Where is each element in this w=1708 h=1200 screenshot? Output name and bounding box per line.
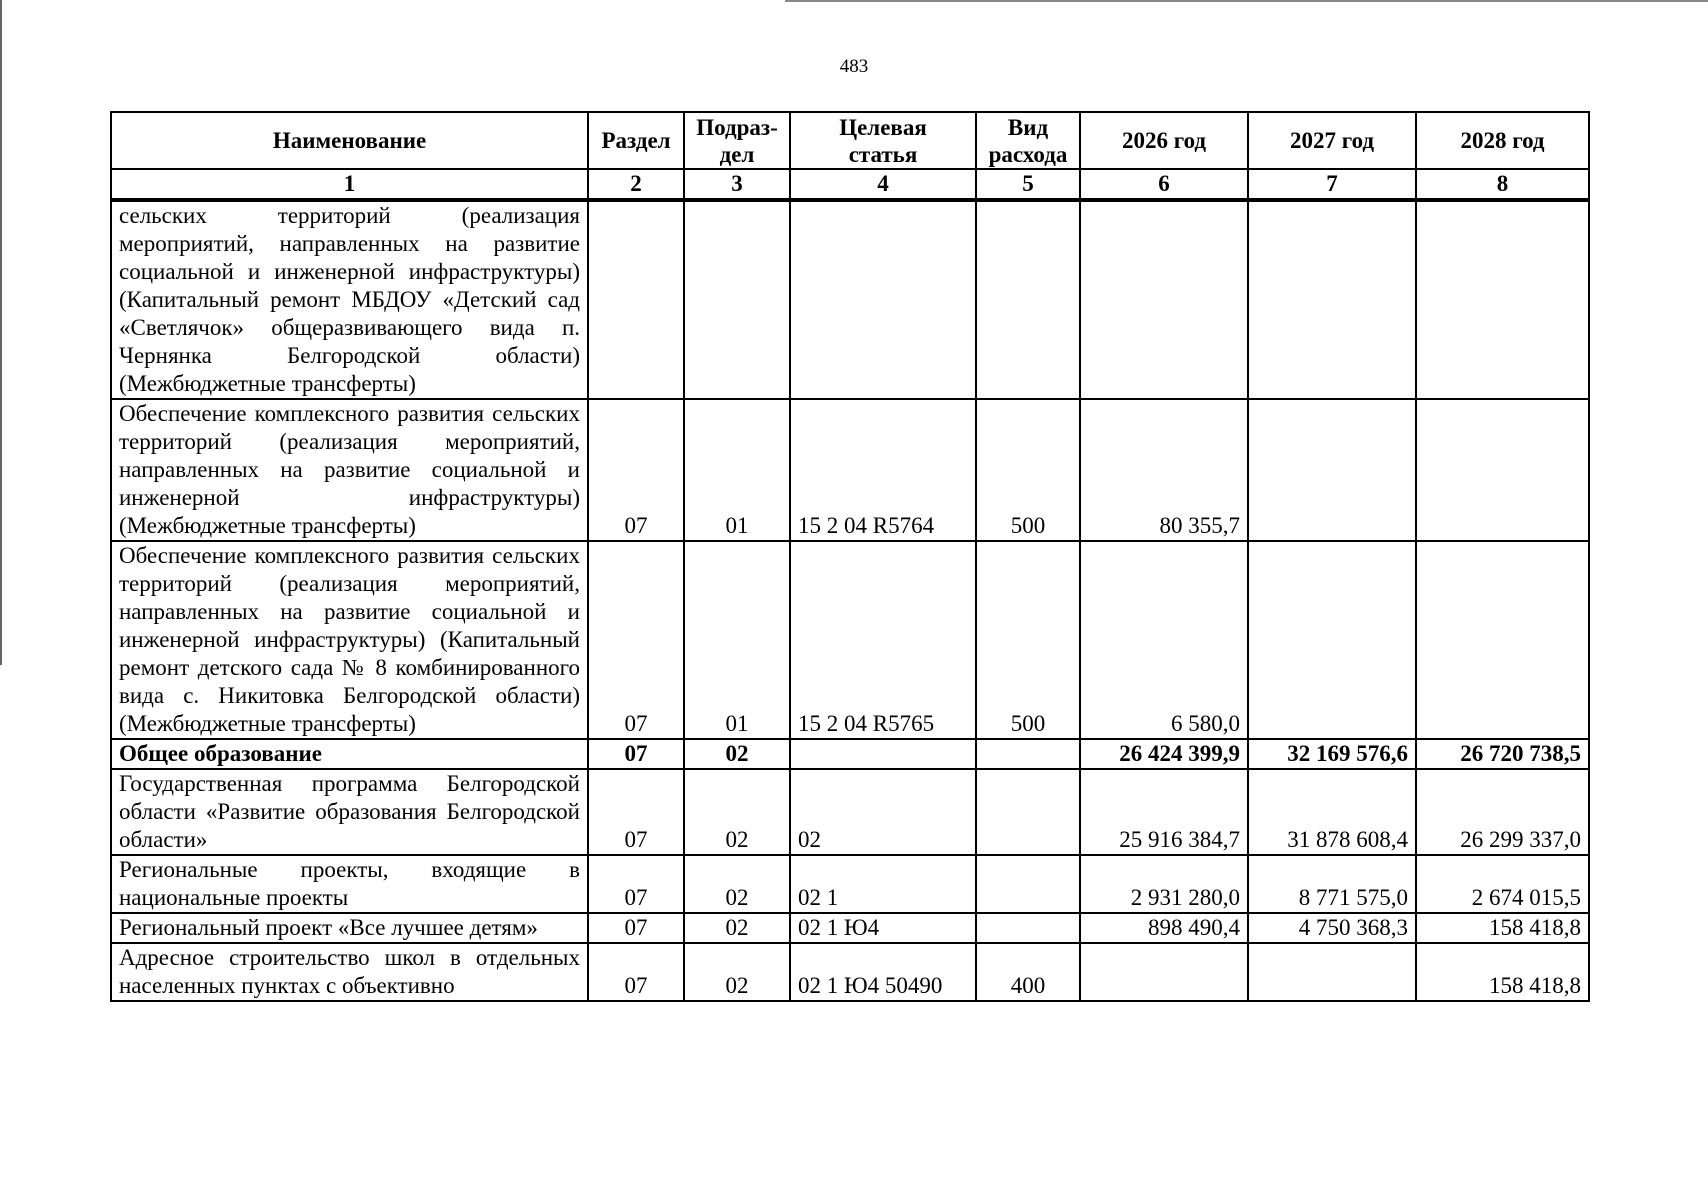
row-2027 [1248, 200, 1416, 399]
column-number: 8 [1416, 169, 1589, 200]
row-subsection: 01 [684, 541, 790, 739]
row-2028: 2 674 015,5 [1416, 855, 1589, 913]
row-2028 [1416, 541, 1589, 739]
row-name: Обеспечение комплексного развития сельских территорий (реализация мероприятий, направленных на развитие социальной и инженерной инфраструктуры) (Капитальный ремонт детского сада № 8 комбинированного вида с. Никитовка Белгородской области) (Межбюджетные трансферты) [111, 541, 588, 739]
row-target: 02 1 [790, 855, 976, 913]
table-row [111, 769, 1589, 855]
row-section: 07 [588, 769, 684, 855]
row-2026 [1080, 200, 1248, 399]
column-number: 4 [790, 169, 976, 200]
row-2027 [1248, 943, 1416, 1001]
row-subsection: 02 [684, 913, 790, 943]
header-subsection: Подраз- дел [684, 112, 790, 169]
row-expense-type: 500 [976, 399, 1080, 541]
row-2026: 6 580,0 [1080, 541, 1248, 739]
row-2026: 2 931 280,0 [1080, 855, 1248, 913]
row-expense-type [976, 769, 1080, 855]
row-section: 07 [588, 739, 684, 769]
row-2026: 898 490,4 [1080, 913, 1248, 943]
header-name: Наименование [111, 112, 588, 169]
row-subsection [684, 200, 790, 399]
header-2028: 2028 год [1416, 112, 1589, 169]
row-target: 15 2 04 R5765 [790, 541, 976, 739]
row-target: 02 1 Ю4 [790, 913, 976, 943]
scan-edge-left [0, 0, 2, 665]
table-row [111, 943, 1589, 1001]
row-2027: 32 169 576,6 [1248, 739, 1416, 769]
row-2026: 26 424 399,9 [1080, 739, 1248, 769]
row-expense-type [976, 913, 1080, 943]
row-2026 [1080, 943, 1248, 1001]
row-subsection: 02 [684, 769, 790, 855]
row-expense-type: 400 [976, 943, 1080, 1001]
header-expense-type: Вид расхода [976, 112, 1080, 169]
row-2026: 25 916 384,7 [1080, 769, 1248, 855]
column-number: 6 [1080, 169, 1248, 200]
column-number: 7 [1248, 169, 1416, 200]
row-target [790, 200, 976, 399]
table-row [111, 200, 1589, 399]
row-subsection: 02 [684, 855, 790, 913]
row-2027: 31 878 608,4 [1248, 769, 1416, 855]
header-2026: 2026 год [1080, 112, 1248, 169]
row-2027: 4 750 368,3 [1248, 913, 1416, 943]
row-target: 15 2 04 R5764 [790, 399, 976, 541]
table-row [111, 855, 1589, 913]
row-subsection: 01 [684, 399, 790, 541]
row-2028: 26 720 738,5 [1416, 739, 1589, 769]
row-name: Региональные проекты, входящие в национальные проекты [111, 855, 588, 913]
row-name: сельских территорий (реализация мероприятий, направленных на развитие социальной и инженерной инфраструктуры) (Капитальный ремонт МБДОУ «Детский сад «Светлячок» общеразвивающего вида п. Чернянка Белгородской области) (Межбюджетные трансферты) [111, 200, 588, 399]
row-2027: 8 771 575,0 [1248, 855, 1416, 913]
row-2027 [1248, 541, 1416, 739]
column-number: 3 [684, 169, 790, 200]
row-2028: 158 418,8 [1416, 943, 1589, 1001]
row-section: 07 [588, 399, 684, 541]
row-2027 [1248, 399, 1416, 541]
row-2028: 158 418,8 [1416, 913, 1589, 943]
row-2028 [1416, 200, 1589, 399]
row-name: Региональный проект «Все лучшее детям» [111, 913, 588, 943]
row-2028 [1416, 399, 1589, 541]
row-expense-type: 500 [976, 541, 1080, 739]
row-target [790, 739, 976, 769]
row-expense-type [976, 200, 1080, 399]
row-name: Адресное строительство школ в отдельных населенных пунктах с объективно [111, 943, 588, 1001]
row-2028: 26 299 337,0 [1416, 769, 1589, 855]
row-section: 07 [588, 855, 684, 913]
row-name: Общее образование [111, 739, 588, 769]
column-number: 5 [976, 169, 1080, 200]
scan-edge-top [785, 0, 1708, 2]
row-section: 07 [588, 943, 684, 1001]
row-2026: 80 355,7 [1080, 399, 1248, 541]
row-section: 07 [588, 541, 684, 739]
row-subsection: 02 [684, 739, 790, 769]
row-name: Обеспечение комплексного развития сельских территорий (реализация мероприятий, направленных на развитие социальной и инженерной инфраструктуры) (Межбюджетные трансферты) [111, 399, 588, 541]
table-row-total [111, 739, 1589, 769]
column-number: 1 [111, 169, 588, 200]
row-section: 07 [588, 913, 684, 943]
header-2027: 2027 год [1248, 112, 1416, 169]
row-expense-type [976, 739, 1080, 769]
table-row [111, 913, 1589, 943]
column-number-row [111, 169, 1589, 200]
header-target: Целевая статья [790, 112, 976, 169]
row-target: 02 1 Ю4 50490 [790, 943, 976, 1001]
row-name: Государственная программа Белгородской области «Развитие образования Белгородской области» [111, 769, 588, 855]
table-row [111, 399, 1589, 541]
header-row [111, 112, 1589, 169]
row-subsection: 02 [684, 943, 790, 1001]
page-number: 483 [839, 56, 869, 77]
column-number: 2 [588, 169, 684, 200]
row-target: 02 [790, 769, 976, 855]
header-section: Раздел [588, 112, 684, 169]
row-section [588, 200, 684, 399]
row-expense-type [976, 855, 1080, 913]
budget-table [110, 111, 1590, 1002]
table-row [111, 541, 1589, 739]
